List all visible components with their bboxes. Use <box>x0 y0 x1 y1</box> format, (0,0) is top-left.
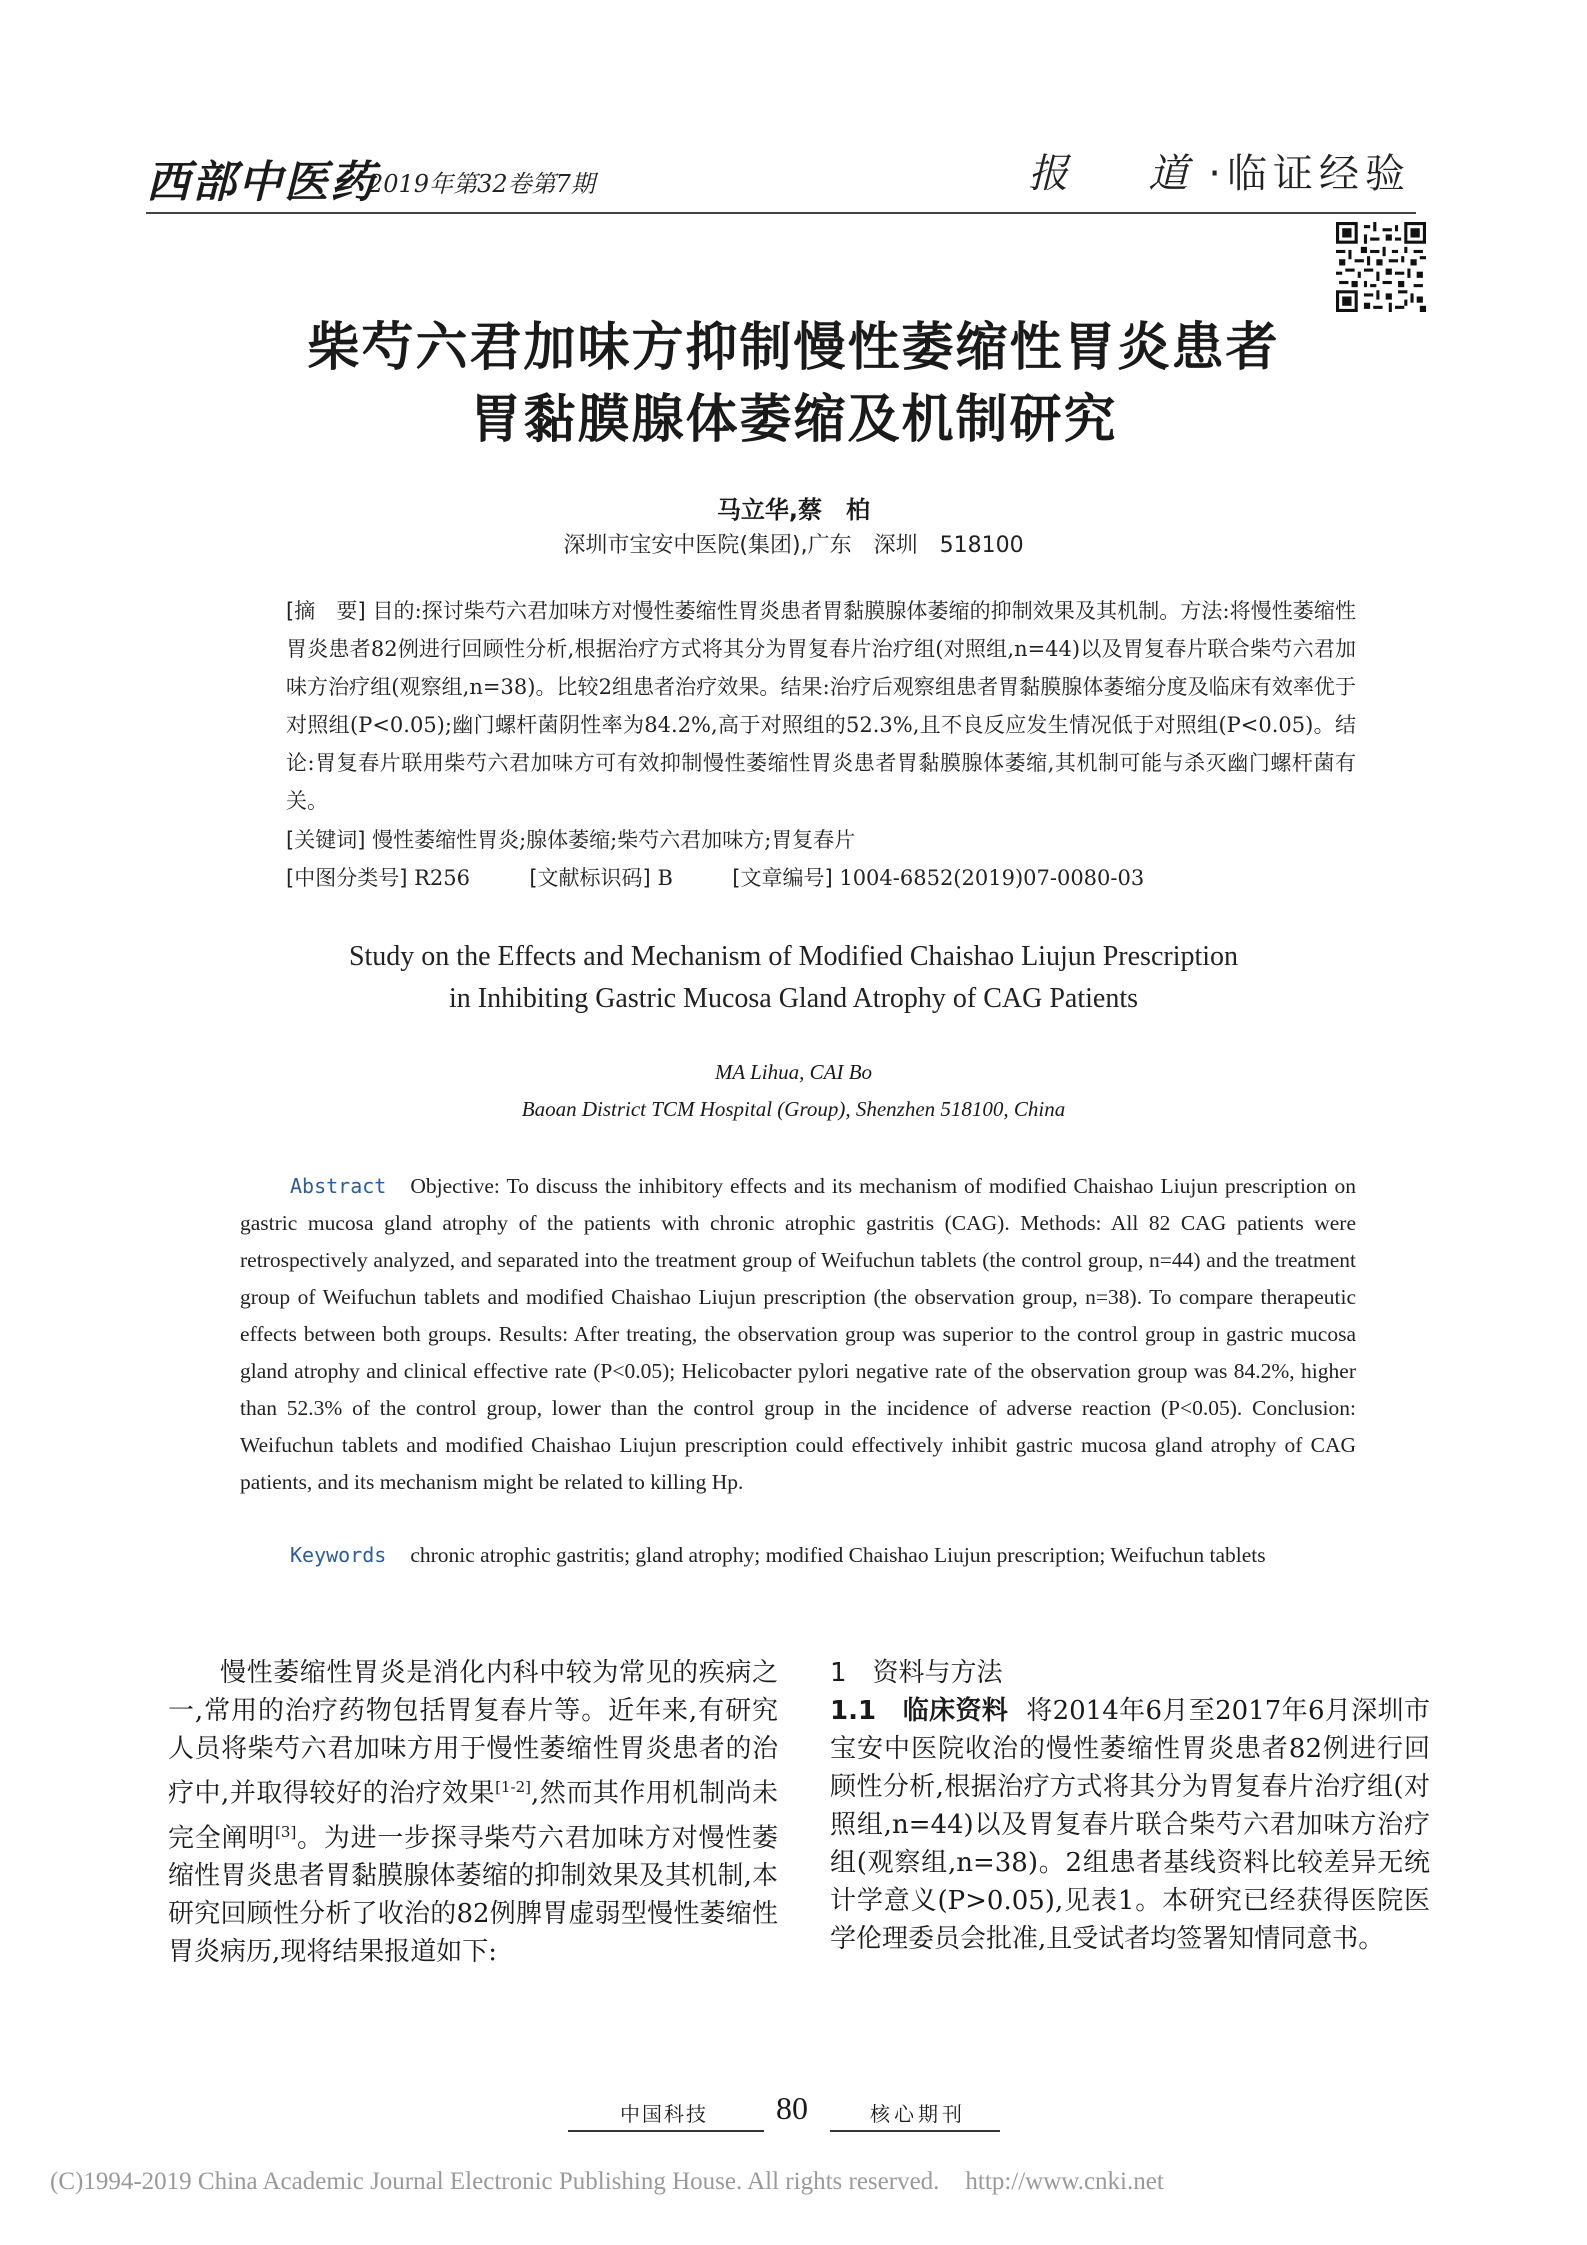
abstract-cn-text: 目的:探讨柴芍六君加味方对慢性萎缩性胃炎患者胃黏膜腺体萎缩的抑制效果及其机制。方法:将慢性萎缩性胃炎患者82例进行回顾性分析,根据治疗方式将其分为胃复春片治疗组(对照组,n=44)以及胃复春片联合柴芍六君加味方治疗组(观察组,n=38)。比较2组患者治疗效果。结果:治疗后观察组患者胃黏膜腺体萎缩分度及临床有效率优于对照组(P<0.05);幽门螺杆菌阴性率为84.2%,高于对照组的52.3%,且不良反应发生情况低于对照组(P<0.05)。结论:胃复春片联用柴芍六君加味方可有效抑制慢性萎缩性胃炎患者胃黏膜腺体萎缩,其机制可能与杀灭幽门螺杆菌有关。 <box>286 599 1356 813</box>
page-number: 80 <box>776 2090 808 2126</box>
section-suffix: ·临证经验 <box>1208 151 1411 197</box>
english-title <box>0 936 1587 1020</box>
english-affiliation: Baoan District TCM Hospital (Group), Shenzhen 518100, China <box>521 1097 1066 1121</box>
cnki-link[interactable]: http://www.cnki.net <box>965 2168 1164 2195</box>
footer-right-label: 核心期刊 <box>870 2102 966 2126</box>
doc-code-value: B <box>657 866 673 890</box>
clc-value: R256 <box>414 866 470 890</box>
section-1-heading: 1 资料与方法 <box>830 1658 1003 1688</box>
section-prefix: 报 道 <box>1028 151 1209 197</box>
keywords-cn <box>286 824 855 854</box>
abstract-en-text: Objective: To discuss the inhibitory effects and its mechanism of modified Chaishao Liujun prescription on gastric mucosa gland atrophy of the patients with chronic atrophic gastritis (CAG). Methods: All 82 CAG patients were retrospectively analyzed, and separated into the treatment group of Weifuchun tablets (the control group, n=44) and the treatment group of Weifuchun tablets and modified Chaishao Liujun prescription (the observation group, n=38). To compare therapeutic effects between both groups. Results: After treating, the observation group was superior to the control group in gastric mucosa gland atrophy and clinical effective rate (P<0.05); Helicobacter pylori negative rate of the observation group was 84.2%, higher than 52.3% of the control group, lower than the control group in the incidence of adverse reaction (P<0.05). Conclusion: Weifuchun tablets and modified Chaishao Liujun prescription could effectively inhibit gastric mucosa gland atrophy of CAG patients, and its mechanism might be related to killing Hp. <box>240 1174 1356 1494</box>
keywords-en <box>240 1543 1356 1568</box>
issue-info: 2019年第32卷第7期 <box>368 170 595 198</box>
english-title-line-2: in Inhibiting Gastric Mucosa Gland Atrophy of CAG Patients <box>448 983 1139 1014</box>
qr-code-icon <box>1336 222 1426 312</box>
footer-rule-left <box>568 2130 764 2132</box>
section-1-1-paragraph <box>830 1692 1430 1958</box>
classification-line <box>286 862 1144 892</box>
citation-1-2: [1-2] <box>495 1778 531 1796</box>
keywords-cn-label: [关键词] <box>286 828 366 852</box>
article-number-value: 1004-6852(2019)07-0080-03 <box>839 866 1145 890</box>
intro-text-1: 慢性萎缩性胃炎是消化内科中较为常见的疾病之一,常用的治疗药物包括胃复春片等。近年来,有研究人员将柴芍六君加味方用于慢性萎缩性胃炎患者的治疗中,并取得较好的治疗效果 <box>168 1658 778 1809</box>
intro-text-3: 。为进一步探寻柴芍六君加味方对慢性萎缩性胃炎患者胃黏膜腺体萎缩的抑制效果及其机制,本研究回顾性分析了收治的82例脾胃虚弱型慢性萎缩性胃炎病历,现将结果报道如下: <box>168 1823 778 1968</box>
article-title <box>0 312 1587 456</box>
section-1-1-heading: 1.1 临床资料 <box>830 1696 1009 1726</box>
body-right-column <box>830 1654 1430 1958</box>
article-number-label: [文章编号] <box>732 866 833 890</box>
copyright-text: (C)1994-2019 China Academic Journal Electronic Publishing House. All rights reserved. <box>50 2168 940 2195</box>
keywords-cn-text: 慢性萎缩性胃炎;腺体萎缩;柴芍六君加味方;胃复春片 <box>372 828 856 852</box>
english-title-line-1: Study on the Effects and Mechanism of Modified Chaishao Liujun Prescription <box>348 941 1239 972</box>
title-line-1: 柴芍六君加味方抑制慢性萎缩性胃炎患者 <box>307 318 1280 378</box>
header-rule <box>146 212 1416 214</box>
english-authors: MA Lihua, CAI Bo <box>714 1060 873 1084</box>
abstract-en <box>240 1168 1356 1501</box>
affiliation: 深圳市宝安中医院(集团),广东 深圳 518100 <box>563 533 1024 558</box>
authors: 马立华,蔡 柏 <box>716 496 871 524</box>
abstract-en-label: Abstract <box>290 1174 387 1198</box>
section-label <box>1028 142 1411 199</box>
intro-text-2: ,然而其作用机制尚未完全阐明 <box>168 1778 779 1854</box>
citation-3: [3] <box>275 1822 297 1841</box>
abstract-cn <box>286 592 1356 820</box>
keywords-en-label: Keywords <box>290 1543 387 1567</box>
footer-rule-right <box>830 2130 1000 2132</box>
title-line-2: 胃黏膜腺体萎缩及机制研究 <box>469 390 1118 450</box>
footer-left-label: 中国科技 <box>620 2102 708 2126</box>
clc-label: [中图分类号] <box>286 866 408 890</box>
copyright-line <box>50 2168 1164 2196</box>
intro-paragraph <box>168 1654 778 1971</box>
abstract-cn-label: [摘 要] <box>286 599 366 623</box>
section-1-1-text: 将2014年6月至2017年6月深圳市宝安中医院收治的慢性萎缩性胃炎患者82例进行回顾性分析,根据治疗方式将其分为胃复春片治疗组(对照组,n=44)以及胃复春片联合柴芍六君加味方治疗组(观察组,n=38)。2组患者基线资料比较差异无统计学意义(P>0.05),见表1。本研究已经获得医院医学伦理委员会批准,且受试者均签署知情同意书。 <box>830 1696 1430 1954</box>
keywords-en-text: chronic atrophic gastritis; gland atrophy; modified Chaishao Liujun prescription; Weifuchun tablets <box>410 1543 1266 1567</box>
body-left-column <box>168 1654 778 1971</box>
journal-logo: 西部中医药 <box>146 157 376 208</box>
doc-code-label: [文献标识码] <box>529 866 651 890</box>
